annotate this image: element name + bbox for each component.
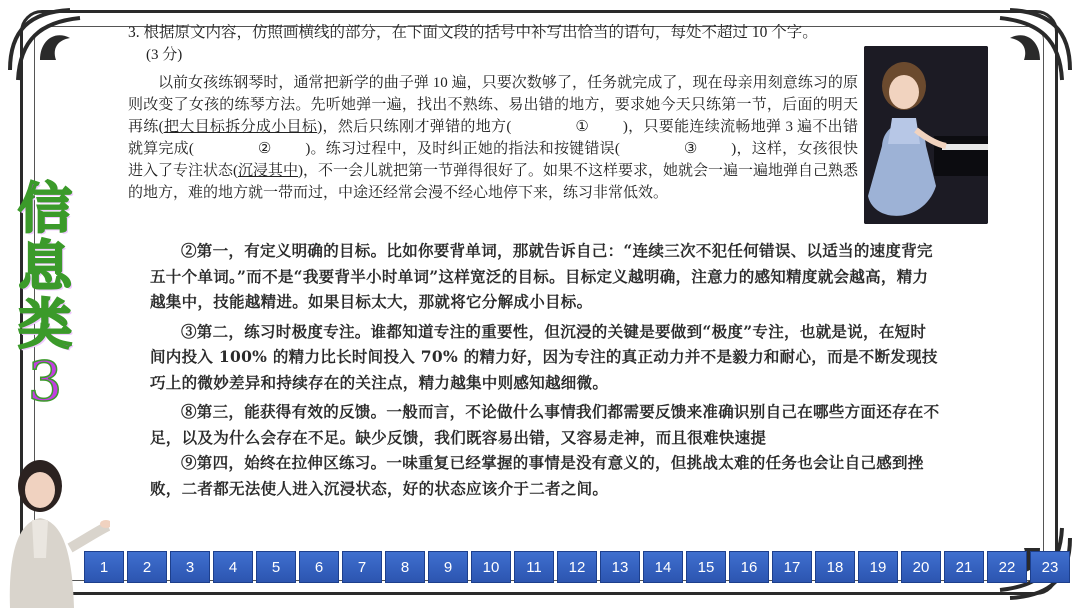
note-paragraph: ③第二，练习时极度专注。谁都知道专注的重要性，但沉浸的关键是要做到“极度”专注，也就是说，在短时间内投入 100% 的精力比长时间投入 70% 的精力好，因为专注的真正动力并不是毅力和耐心，而是不断发现技巧上的微妙差异和持续存在的关注点，精力越集中则感知越细微。 <box>150 321 938 392</box>
nav-slide-button[interactable]: 8 <box>385 551 425 583</box>
passage-text: )，这样，女孩很快进入了专注状态( <box>128 141 858 179</box>
nav-slide-button[interactable]: 6 <box>299 551 339 583</box>
category-char: 信 <box>18 177 72 240</box>
nav-slide-button[interactable]: 13 <box>600 551 640 583</box>
nav-slide-button[interactable]: 17 <box>772 551 812 583</box>
category-char: 类 <box>18 293 72 356</box>
nav-slide-button[interactable]: 10 <box>471 551 511 583</box>
nav-slide-button[interactable]: 2 <box>127 551 167 583</box>
slide-navigation <box>84 551 1070 585</box>
nav-slide-button[interactable]: 20 <box>901 551 941 583</box>
note-paragraph: ②第一，有定义明确的目标。比如你要背单词，那就告诉自己：“连续三次不犯任何错误、以适当的速度背完五十个单词。”而不是“我要背半小时单词”这样宽泛的目标。目标定义越明确，注意力的感知精度就会越高，精力越集中，技能越精进。如果目标太大，那就将它分解成小目标。 <box>150 241 933 311</box>
passage-text: )。练习过程中，及时纠正她的指法和按键错误( <box>305 141 620 157</box>
nav-slide-button[interactable]: 15 <box>686 551 726 583</box>
nav-slide-button[interactable]: 3 <box>170 551 210 583</box>
corner-ornament-icon <box>0 0 120 110</box>
girl-piano-photo <box>864 46 988 224</box>
nav-slide-button[interactable]: 21 <box>944 551 984 583</box>
nav-slide-button[interactable]: 7 <box>342 551 382 583</box>
nav-slide-button[interactable]: 9 <box>428 551 468 583</box>
passage-text: 以前女孩练钢琴时，通常把新学的曲子弹 10 遍，只要次数够了，任务就完成了，现在母亲用刻意练习的原则改变了女孩的练琴方法。先听她弹一遍，找出不熟练、易出错的地方，要求她今天只练第一节，后面的明天再练( <box>128 75 858 135</box>
nav-slide-button[interactable]: 11 <box>514 551 554 583</box>
nav-slide-button[interactable]: 12 <box>557 551 597 583</box>
nav-slide-button[interactable]: 1 <box>84 551 124 583</box>
nav-slide-button[interactable]: 5 <box>256 551 296 583</box>
category-label <box>10 177 80 413</box>
nav-slide-button[interactable]: 18 <box>815 551 855 583</box>
passage-text: )，然后只练刚才弹错的地方( <box>317 119 512 135</box>
underlined-example: 把大目标拆分成小目标 <box>163 119 318 135</box>
category-number: 3 <box>27 350 63 413</box>
answer-blank-2: ② <box>257 141 272 157</box>
nav-slide-button[interactable]: 22 <box>987 551 1027 583</box>
passage-text: )，不一会儿就把第一节弹得很好了。如果不这样要求，她就会一遍一遍地弹自己熟悉的地方，难的地方就一带而过，中途还经常会漫不经心地停下来，练习非常低效。 <box>128 163 859 201</box>
answer-blank-1: ① <box>575 119 589 135</box>
answer-blank-3: ③ <box>683 141 698 157</box>
question-title: 3. 根据原文内容，仿照画横线的部分，在下面文段的括号中补写出恰当的语句，每处不超过 10 个字。 <box>128 24 818 41</box>
nav-slide-button[interactable]: 4 <box>213 551 253 583</box>
underlined-example: 沉浸其中 <box>238 163 299 179</box>
nav-slide-button[interactable]: 19 <box>858 551 898 583</box>
note-paragraph: ⑨第四，始终在拉伸区练习。一味重复已经掌握的事情是没有意义的，但挑战太难的任务也会让自己感到挫败，二者都无法使人进入沉浸状态，好的状态应该介于二者之间。 <box>150 453 924 498</box>
note-paragraph: ⑧第三，能获得有效的反馈。一般而言，不论做什么事情我们都需要反馈来准确识别自己在哪些方面还存在不足，以及为什么会存在不足。缺少反馈，我们既容易出错，又容易走神，而且很难快速提 <box>150 402 940 447</box>
nav-slide-button[interactable]: 16 <box>729 551 769 583</box>
nav-slide-button[interactable]: 23 <box>1030 551 1070 583</box>
explanation-notes <box>150 238 940 505</box>
question-block <box>128 22 858 204</box>
passage-text: )，只要能连续流畅地弹 3 遍不出错就算完成( <box>128 119 858 157</box>
nav-slide-button[interactable]: 14 <box>643 551 683 583</box>
category-char: 息 <box>18 235 72 298</box>
question-passage <box>128 72 858 204</box>
question-score: (3 分) <box>146 47 183 63</box>
